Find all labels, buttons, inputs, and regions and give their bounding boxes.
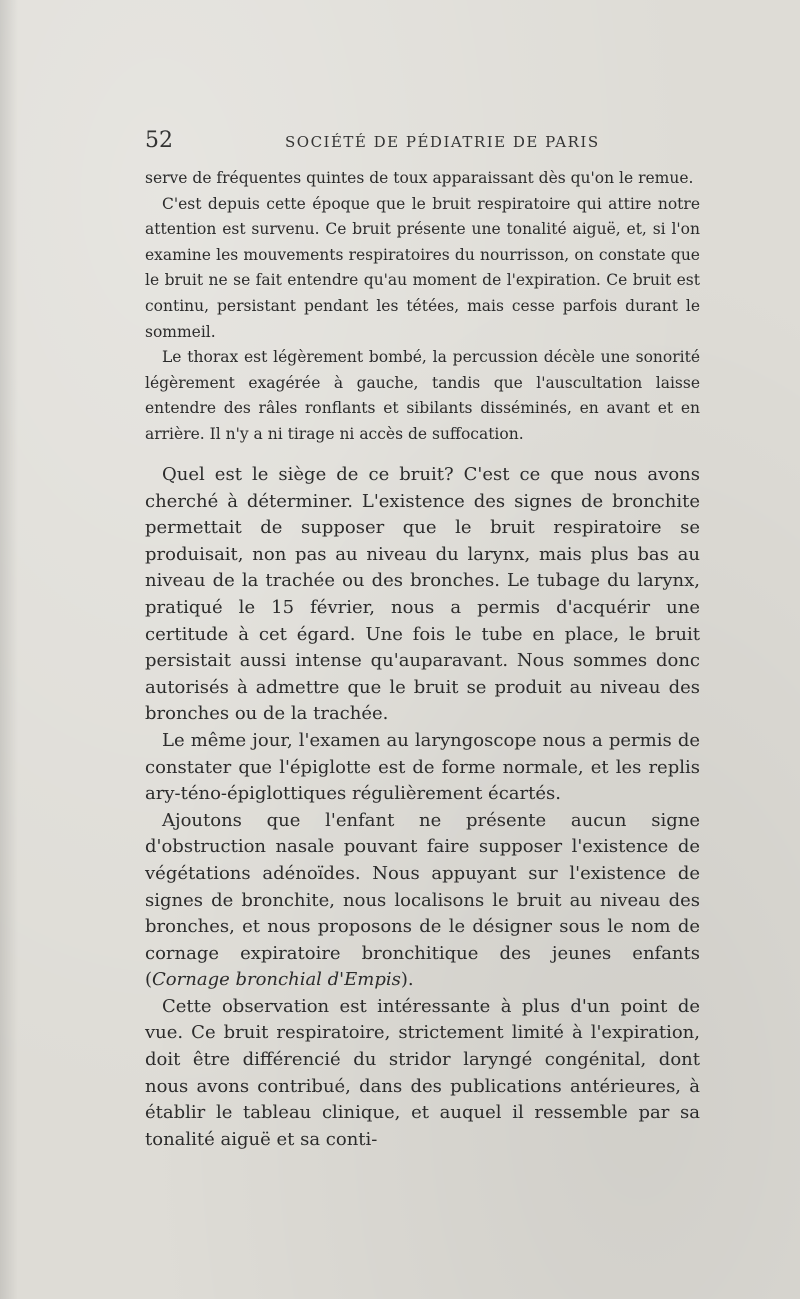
discussion-section: [145, 462, 700, 1153]
page-edge-shadow: [0, 0, 18, 1299]
paragraph-interest: Cette observation est intéressante à plus d'un point de vue. Ce bruit respiratoire, strictement limité à l'expiration, doit être différencié du stridor laryngé congénital, dont nous avons contribué, dans des publications antérieures, à établir le tableau clinique, et auquel il ressemble par sa tonalité aiguë et sa conti-: [145, 995, 700, 1150]
page-header: [145, 126, 700, 156]
paragraph-thorax-exam: Le thorax est légèrement bombé, la percussion décèle une sonorité légèrement exagérée à gauche, tandis que l'auscultation laisse entendre des râles ronflants et sibilants disséminés, en avant et en arrière. Il n'y a ni tirage ni accès de suffocation.: [145, 348, 700, 443]
paragraph-diagnosis: [145, 808, 700, 994]
diagnosis-text: Ajoutons que l'enfant ne présente aucun signe d'obstruction nasale pouvant faire supposer l'existence de végétations adénoïdes. Nous appuyant sur l'existence de signes de bronchite, nous localisons le bruit au niveau des bronches, et nous proposons de le désigner sous le nom de cornage expiratoire bronchitique des jeunes enfants (: [145, 809, 700, 991]
paragraph-laryngoscope: Le même jour, l'examen au laryngoscope nous a permis de constater que l'épiglotte est de forme normale, et les replis ary-téno-épiglottiques régulièrement écartés.: [145, 729, 700, 805]
observation-section: [145, 166, 700, 448]
paragraph-respiratory-noise: C'est depuis cette époque que le bruit respiratoire qui attire notre attention est survenu. Ce bruit présente une tonalité aiguë, et, si l'on examine les mouvements respiratoires du nourrisson, on constate que le bruit ne se fait entendre qu'au moment de l'expiration. Ce bruit est continu, persistant pendant les tétées, mais cesse parfois durant le sommeil.: [145, 194, 700, 341]
running-title: SOCIÉTÉ DE PÉDIATRIE DE PARIS: [285, 133, 600, 151]
page-number: 52: [145, 128, 173, 153]
diagnosis-italic-term: Cornage bronchial d'Empis: [152, 969, 401, 991]
paragraph-noise-location: Quel est le siège de ce bruit? C'est ce que nous avons cherché à déterminer. L'existence des signes de bronchite permettait de supposer que le bruit respiratoire se produisait, non pas au niveau du larynx, mais plus bas au niveau de la trachée ou des bronches. Le tubage du larynx, pratiqué le 15 février, nous a permis d'acquérir une certitude à cet égard. Une fois le tube en place, le bruit persistait aussi intense qu'auparavant. Nous sommes donc autorisés à admettre que le bruit se produit au niveau des bronches ou de la trachée.: [145, 464, 700, 725]
diagnosis-text-end: ).: [400, 969, 414, 991]
paragraph-continuation: serve de fréquentes quintes de toux apparaissant dès qu'on le remue.: [145, 169, 694, 187]
